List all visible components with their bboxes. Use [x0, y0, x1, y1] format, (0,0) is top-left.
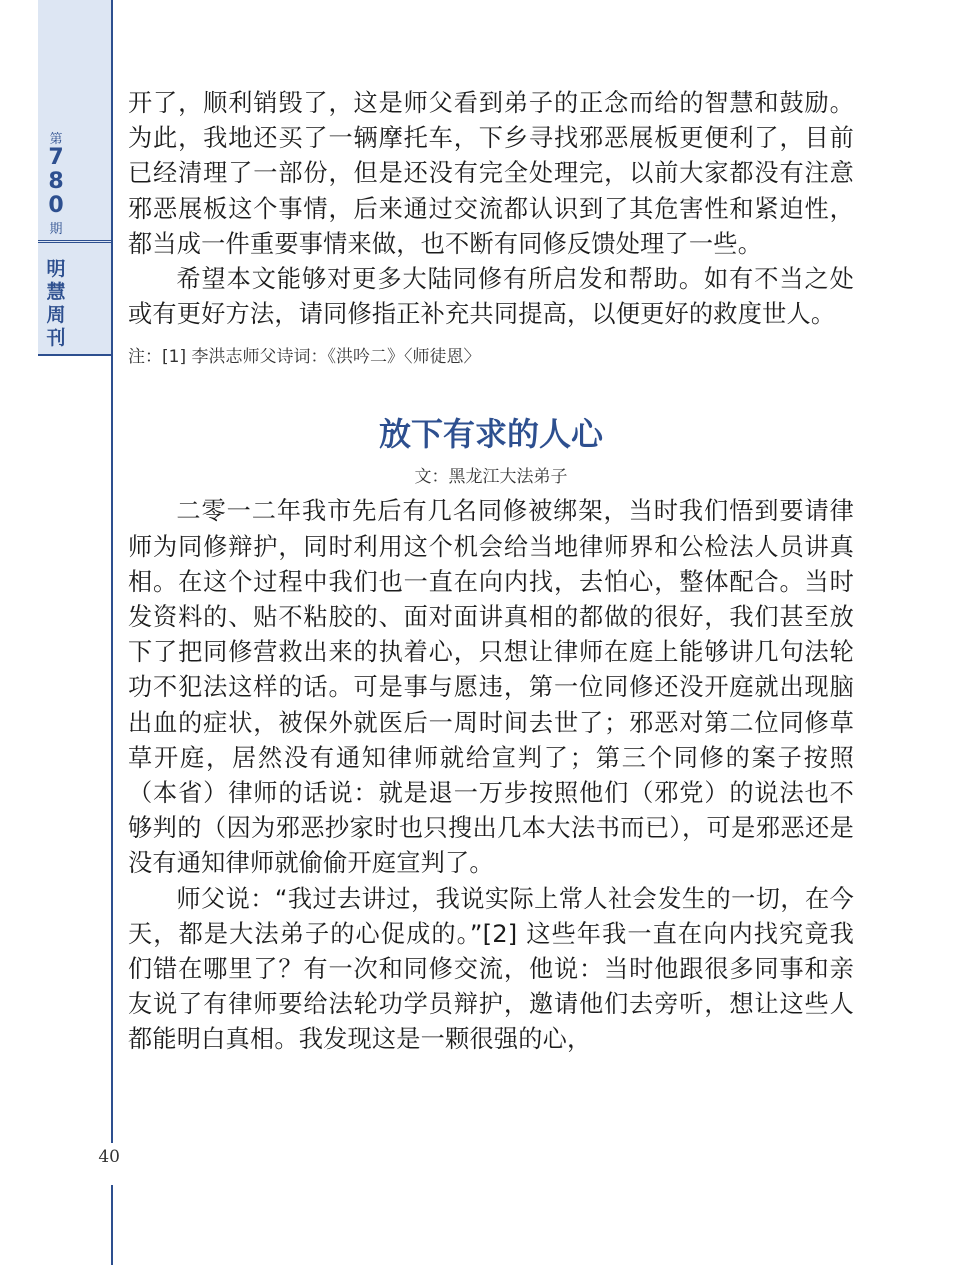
- issue-prefix: 第: [49, 132, 63, 147]
- issue-digit: 7: [48, 145, 64, 170]
- body-paragraph: 师父说：“我过去讲过，我说实际上常人社会发生的一切，在今天，都是大法弟子的心促成的。”[2] 这些年我一直在向内找究竟我们错在哪里了？有一次和同修交流，他说：当时他跟很多同事和亲友说了有律师要给法轮功学员辩护，邀请他们去旁听，想让这些人都能明白真相。我发现这是一颗很强的心，: [128, 884, 854, 1054]
- magazine-char: 周: [46, 304, 66, 326]
- body-paragraph: 开了，顺利销毁了，这是师父看到弟子的正念而给的智慧和鼓励。为此，我地还买了一辆摩托车，下乡寻找邪恶展板更便利了，目前已经清理了一部份，但是还没有完全处理完，以前大家都没有注意邪恶展板这个事情，后来通过交流都认识到了其危害性和紧迫性，都当成一件重要事情来做，也不断有同修反馈处理了一些。: [128, 89, 854, 258]
- vertical-rule-lower: [111, 1185, 113, 1265]
- magazine-char: 慧: [46, 281, 66, 303]
- article-title: 放下有求的人心: [378, 415, 603, 454]
- page-content: [128, 86, 854, 1058]
- issue-digit: 8: [48, 169, 64, 194]
- body-paragraph: 二零一二年我市先后有几名同修被绑架，当时我们悟到要请律师为同修辩护，同时利用这个机会给当地律师界和公检法人员讲真相。在这个过程中我们也一直在向内找，去怕心，整体配合。当时发资料的、贴不粘胶的、面对面讲真相的都做的很好，我们甚至放下了把同修营救出来的执着心，只想让律师在庭上能够讲几句法轮功不犯法这样的话。可是事与愿违，第一位同修还没开庭就出现脑出血的症状，被保外就医后一周时间去世了；邪恶对第二位同修草草开庭，居然没有通知律师就给宣判了；第三个同修的案子按照（本省）律师的话说：就是退一万步按照他们（邪党）的说法也不够判的（因为邪恶抄家时也只搜出几本大法书而已），可是邪恶还是没有通知律师就偷偷开庭宣判了。: [128, 497, 854, 878]
- vertical-rule: [111, 0, 113, 1143]
- magazine-name: [0, 258, 112, 350]
- body-paragraph: 希望本文能够对更多大陆同修有所启发和帮助。如有不当之处或有更好方法，请同修指正补充共同提高，以便更好的救度世人。: [128, 265, 854, 329]
- article-byline: 文：黑龙江大法弟子: [414, 467, 568, 488]
- footnote: 注：[1] 李洪志师父诗词：《洪吟二》〈师徒恩〉: [128, 347, 481, 368]
- magazine-char: 明: [46, 258, 66, 280]
- issue-digit: 0: [48, 193, 64, 218]
- issue-suffix: 期: [49, 222, 63, 237]
- magazine-char: 刊: [46, 327, 66, 349]
- issue-number: [0, 146, 112, 218]
- page-number: 40: [98, 1147, 120, 1167]
